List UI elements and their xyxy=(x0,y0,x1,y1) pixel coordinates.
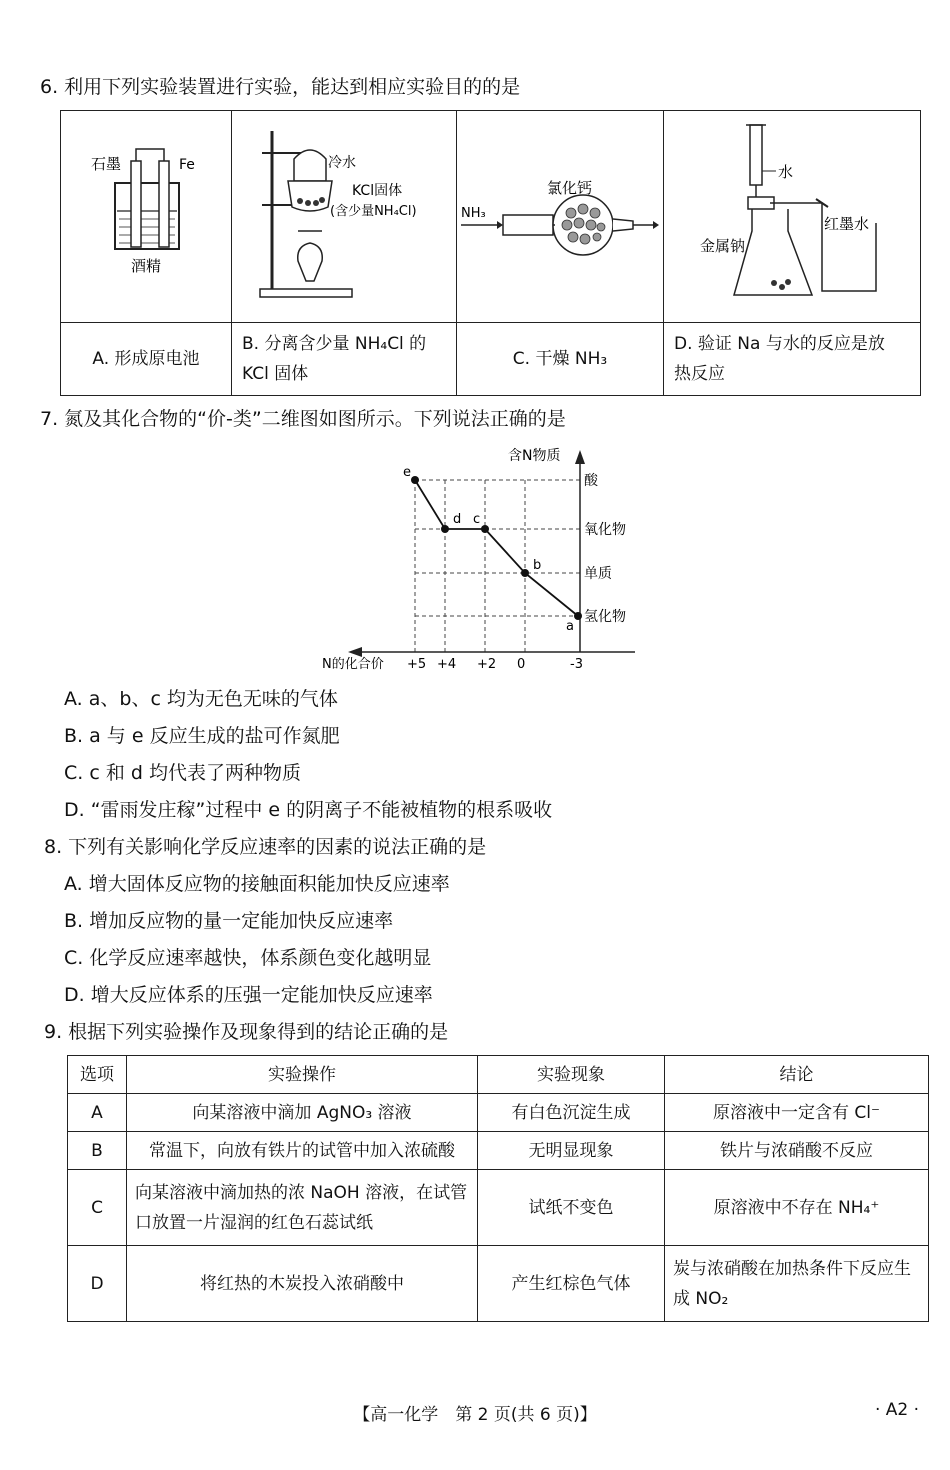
q7-stem: 7. 氮及其化合物的“价-类”二维图如图所示。下列说法正确的是 xyxy=(40,408,566,430)
q6-option-b: B. 分离含少量 NH₄Cl 的 KCl 固体 xyxy=(232,323,457,396)
y-axis-label: 含N物质 xyxy=(508,448,561,464)
q7-option-c: C. c 和 d 均代表了两种物质 xyxy=(64,762,301,784)
fig-d-cell xyxy=(664,111,921,323)
table-row xyxy=(68,1170,929,1246)
svg-text:水: 水 xyxy=(778,163,794,181)
fig-d-flask xyxy=(664,111,920,317)
q8-option-a: A. 增大固体反应物的接触面积能加快反应速率 xyxy=(64,873,450,895)
row-option: A xyxy=(68,1094,127,1132)
q7-option-b: B. a 与 e 反应生成的盐可作氮肥 xyxy=(64,725,340,747)
point-label-b: b xyxy=(533,558,542,573)
point-label-a: a xyxy=(566,619,574,634)
x-axis-label: N的化合价 xyxy=(322,657,384,672)
q6-option-a: A. 形成原电池 xyxy=(61,323,232,396)
svg-text:石墨: 石墨 xyxy=(91,155,122,173)
table-header-row xyxy=(68,1056,929,1094)
table-row xyxy=(68,1246,929,1322)
data-point-a xyxy=(574,612,582,620)
x-tick-label: 0 xyxy=(517,657,526,672)
data-point-e xyxy=(411,476,419,484)
data-point-d xyxy=(441,525,449,533)
fig-c-cell xyxy=(457,111,664,323)
q6-stem: 6. 利用下列实验装置进行实验，能达到相应实验目的的是 xyxy=(40,76,521,98)
row-phenomenon: 产生红棕色气体 xyxy=(478,1246,665,1322)
q8-option-d: D. 增大反应体系的压强一定能加快反应速率 xyxy=(64,984,433,1006)
svg-text:冷水: 冷水 xyxy=(328,155,356,171)
header-conclusion: 结论 xyxy=(665,1056,929,1094)
page-footer: 【高一化学 第 2 页(共 6 页)】 xyxy=(353,1405,597,1425)
table-row xyxy=(68,1094,929,1132)
fig-b-sublimation xyxy=(232,111,456,317)
q7-option-a: A. a、b、c 均为无色无味的气体 xyxy=(64,688,338,710)
row-conclusion: 原溶液中不存在 NH₄⁺ xyxy=(665,1170,929,1246)
point-label-e: e xyxy=(403,465,411,480)
row-option: C xyxy=(68,1170,127,1246)
header-phenomenon: 实验现象 xyxy=(478,1056,665,1094)
row-phenomenon: 有白色沉淀生成 xyxy=(478,1094,665,1132)
svg-text:KCl固体: KCl固体 xyxy=(352,183,403,199)
row-conclusion: 炭与浓硝酸在加热条件下反应生成 NO₂ xyxy=(665,1246,929,1322)
svg-text:红墨水: 红墨水 xyxy=(824,215,870,233)
q9-table xyxy=(67,1055,929,1322)
q7-option-d: D. “雷雨发庄稼”过程中 e 的阴离子不能被植物的根系吸收 xyxy=(64,799,553,821)
fig-c-drying-tube xyxy=(457,111,663,317)
q8-option-b: B. 增加反应物的量一定能加快反应速率 xyxy=(64,910,394,932)
q6-option-d: D. 验证 Na 与水的反应是放 热反应 xyxy=(664,323,921,396)
row-conclusion: 原溶液中一定含有 Cl⁻ xyxy=(665,1094,929,1132)
svg-text:NH₃: NH₃ xyxy=(461,206,486,221)
row-option: B xyxy=(68,1132,127,1170)
svg-text:(含少量NH₄Cl): (含少量NH₄Cl) xyxy=(330,204,417,219)
q9-stem: 9. 根据下列实验操作及现象得到的结论正确的是 xyxy=(44,1021,449,1043)
svg-text:金属钠: 金属钠 xyxy=(700,237,746,255)
x-tick-label: +5 xyxy=(407,657,427,672)
point-label-d: d xyxy=(453,512,462,527)
q8-stem: 8. 下列有关影响化学反应速率的因素的说法正确的是 xyxy=(44,836,487,858)
q6-table xyxy=(60,110,921,396)
svg-text:氯化钙: 氯化钙 xyxy=(547,179,593,197)
fig-b-cell xyxy=(232,111,457,323)
row-phenomenon: 试纸不变色 xyxy=(478,1170,665,1246)
data-point-c xyxy=(481,525,489,533)
row-operation: 向某溶液中滴加 AgNO₃ 溶液 xyxy=(127,1094,478,1132)
q8-option-c: C. 化学反应速率越快，体系颜色变化越明显 xyxy=(64,947,432,969)
page-id: · A2 · xyxy=(875,1400,920,1420)
row-conclusion: 铁片与浓硝酸不反应 xyxy=(665,1132,929,1170)
svg-text:Fe: Fe xyxy=(179,157,195,173)
q6-option-c: C. 干燥 NH₃ xyxy=(457,323,664,396)
row-operation: 将红热的木炭投入浓硝酸中 xyxy=(127,1246,478,1322)
y-category-label: 单质 xyxy=(584,566,612,582)
row-phenomenon: 无明显现象 xyxy=(478,1132,665,1170)
data-point-b xyxy=(521,569,529,577)
y-category-label: 氢化物 xyxy=(584,609,626,625)
point-label-c: c xyxy=(473,512,481,527)
fig-a-galvanic-cell xyxy=(61,111,231,317)
header-option: 选项 xyxy=(68,1056,127,1094)
x-tick-label: +4 xyxy=(437,657,457,672)
x-tick-label: +2 xyxy=(477,657,497,672)
table-row xyxy=(68,1132,929,1170)
header-operation: 实验操作 xyxy=(127,1056,478,1094)
row-operation: 常温下，向放有铁片的试管中加入浓硫酸 xyxy=(127,1132,478,1170)
row-option: D xyxy=(68,1246,127,1322)
y-category-label: 酸 xyxy=(584,473,598,489)
fig-a-cell xyxy=(61,111,232,323)
svg-text:酒精: 酒精 xyxy=(131,257,162,275)
valence-class-chart xyxy=(310,442,650,682)
row-operation: 向某溶液中滴加热的浓 NaOH 溶液，在试管口放置一片湿润的红色石蕊试纸 xyxy=(127,1170,478,1246)
y-category-label: 氧化物 xyxy=(584,522,626,538)
x-tick-label: -3 xyxy=(570,657,583,672)
